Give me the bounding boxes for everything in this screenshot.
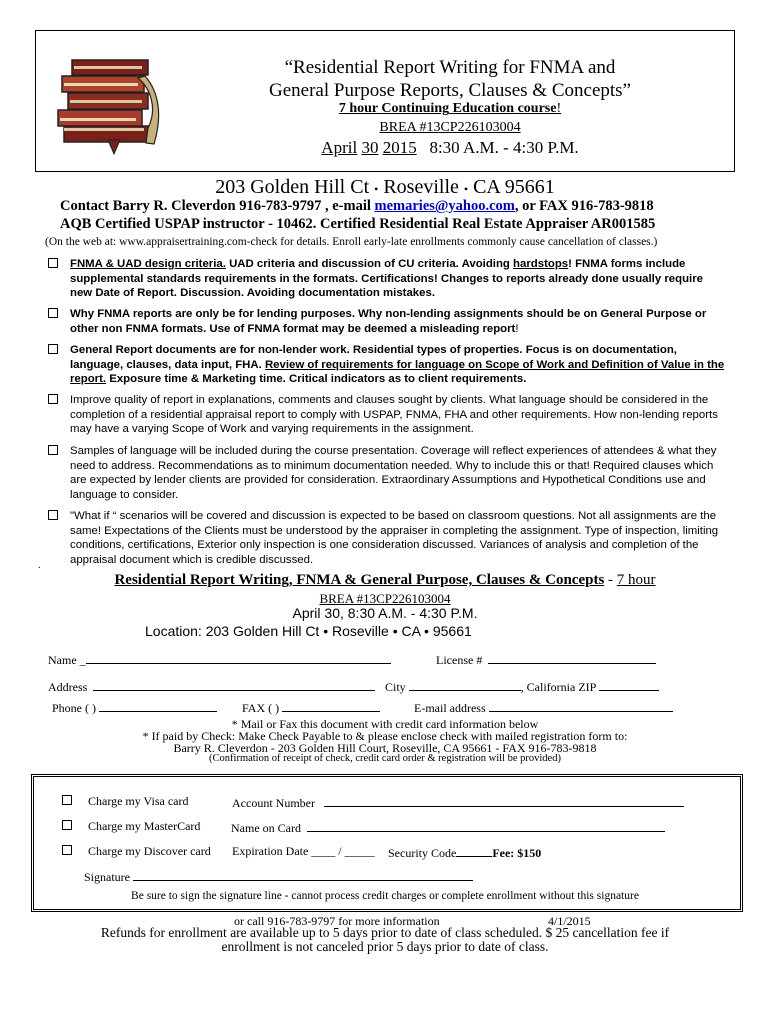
mastercard-option[interactable]: Charge my MasterCard [62,819,200,834]
registration-date: April 30, 8:30 A.M. - 4:30 P.M. [292,605,478,621]
mail-note: * Mail or Fax this document with credit card information below [231,717,539,731]
bullet-box-icon [48,445,58,455]
fee-amount: Fee: $150 [492,846,542,860]
certification-line: AQB Certified USPAP instructor - 10462. Certified Residential Real Estate Appraiser AR001585 [60,216,656,232]
bullet-samples: Samples of language will be included during the course presentation. Coverage will reflect experiences of attendees & what they need to address. Recommendations as to minimum documentation needed. Why to include this or that! Required clauses which are expected by lender clients are provided for consideration. Extraordinary Assumptions and Hypothetical Conditions use and language to consider. [48,444,728,502]
fax-field[interactable]: FAX ( ) [242,699,380,716]
call-note: or call 916-783-9797 for more information [234,914,440,928]
phone-field[interactable]: Phone ( ) [52,699,217,716]
books-icon [50,48,170,158]
confirmation-note: (Confirmation of receipt of check, credit card order & registration will be provided) [209,753,561,764]
check-note: * If paid by Check: Make Check Payable to & please enclose check with mailed registration form to: [142,729,628,743]
name-field[interactable]: Name _ [48,651,391,668]
signature-field[interactable]: Signature [84,868,473,885]
bullet-what-if: "What if “ scenarios will be covered and discussion is expected to be based on classroom questions. Not all assignments are the same! Expectations of the Clients must be understood by the appraiser in completing the assignment. Type of inspection, limiting conditions, certifications, Exterior only inspection is one consideration discussed. Variances of analysis and completion of the appraisal document which is credible discussed. [48,509,728,567]
security-code-field[interactable]: Security Code Fee: $150 [388,846,542,860]
email-link[interactable]: memaries@yahoo.com [374,198,515,214]
form-date: 4/1/2015 [548,914,591,928]
license-field[interactable]: License # [436,651,656,668]
course-title: “Residential Report Writing for FNMA and General Purpose Reports, Clauses & Concepts” [269,57,631,101]
expiration-field[interactable]: Expiration Date ____ / _____ [232,844,375,858]
checkbox-mastercard[interactable] [62,820,72,830]
bullet-box-icon [48,258,58,268]
bullet-box-icon [48,308,58,318]
course-date: April 30 2015 8:30 A.M. - 4:30 P.M. [321,138,579,157]
address-field[interactable]: Address [48,678,375,695]
email-field[interactable]: E-mail address [414,699,673,716]
course-address: 203 Golden Hill Ct • Roseville • CA 95661 [215,176,555,198]
registration-title: Residential Report Writing, FNMA & General Purpose, Clauses & Concepts - 7 hour [114,572,656,588]
web-note: (On the web at: www.appraisertraining.com-check for details. Enroll early-late enrollments commonly cause cancellation of classes.) [45,236,658,248]
mail-address: Barry R. Cleverdon - 203 Golden Hill Court, Roseville, CA 95661 - FAX 916-783-9818 [173,741,597,755]
registration-location: Location: 203 Golden Hill Ct • Roseville • CA • 95661 [145,623,472,639]
city-field[interactable]: City , California ZIP [385,678,659,695]
visa-option[interactable]: Charge my Visa card [62,794,188,809]
checkbox-discover[interactable] [62,845,72,855]
refund-policy: Refunds for enrollment are available up to 5 days prior to date of class scheduled. $ 25 cancellation fee if enrollment is not canceled prior 5 days prior to date of class. [100,925,670,954]
checkbox-visa[interactable] [62,795,72,805]
account-number-field[interactable]: Account Number [232,794,684,811]
contact-line: Contact Barry R. Cleverdon 916-783-9797 , e-mail memaries@yahoo.com, or FAX 916-783-9818 [60,198,654,214]
bullet-box-icon [48,344,58,354]
stray-dot: . [38,560,41,571]
signature-note: Be sure to sign the signature line - cannot process credit charges or complete enrollment without this signature [131,890,639,902]
discover-option[interactable]: Charge my Discover card [62,844,211,859]
name-on-card-field[interactable]: Name on Card [231,819,665,836]
bullet-improve-quality: Improve quality of report in explanations, comments and clauses sought by clients. What language should be considered in the completion of a residential appraisal report to comply with USPAP, FNMA, FHA and other requirements. How non-lending reports may have a varying Scope of Work and varying requirements in the assignment. [48,393,728,437]
bullet-general-report: General Report documents are for non-lender work. Residential types of properties. Focus is on documentation, language, clauses, data input, FHA. Review of requirements for language on Scope of Work and Definition of Value in the report. Exposure time & Marketing time. Critical indicators as to client requirements. [48,343,728,387]
bullet-box-icon [48,510,58,520]
bullet-fnma-lending: Why FNMA reports are only be for lending purposes. Why non-lending assignments should be on General Purpose or other non FNMA formats. Use of FNMA format may be deemed a misleading report! [48,307,728,336]
bullet-fnma-uad: FNMA & UAD design criteria. UAD criteria and discussion of CU criteria. Avoiding hardstops! FNMA forms include supplemental standards requirements in the formats. Certifications! Changes to reports already done usually require new Date of Report. Discussion. Avoiding documentation mistakes. [48,257,728,301]
bullet-box-icon [48,394,58,404]
brea-number: BREA #13CP226103004 [379,120,521,135]
course-hours: 7 hour Continuing Education course! [338,101,562,116]
registration-brea: BREA #13CP226103004 [319,591,451,606]
